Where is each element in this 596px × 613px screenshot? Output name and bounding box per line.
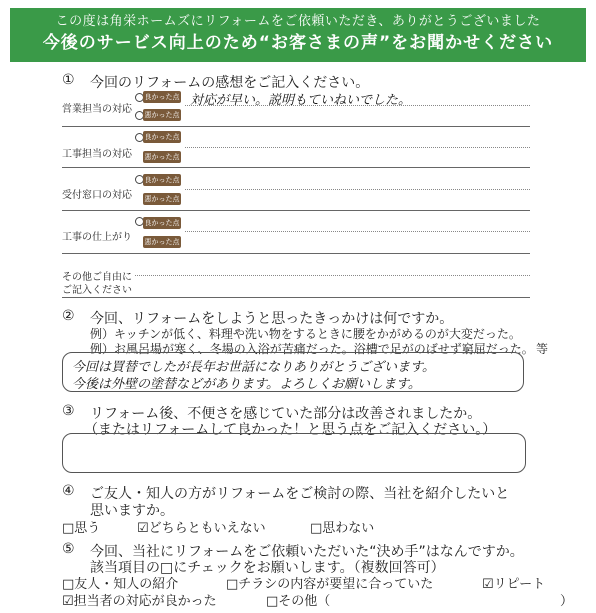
row-divider — [185, 231, 530, 232]
q3-question-line2: （またはリフォームして良かった！と思う点をご記入ください。） — [84, 422, 497, 438]
q1-question: 今回のリフォームの感想をご記入ください。 — [90, 75, 370, 91]
row-divider — [62, 297, 530, 298]
q4-question-line2: 思いますか。 — [90, 503, 174, 519]
survey-header — [10, 8, 586, 62]
bad-badge: 悪かった点 — [144, 238, 180, 246]
q4-number: ④ — [62, 483, 75, 499]
row-divider — [185, 147, 530, 148]
row-divider — [135, 275, 530, 276]
row-divider — [185, 105, 530, 106]
q2-answer-line1: 今回は買替でしたが長年お世話になりありがとうございます。 — [72, 360, 435, 375]
other-label-line2: ご記入ください — [62, 285, 132, 296]
q5-number: ⑤ — [62, 541, 75, 557]
q1-number: ① — [62, 72, 75, 88]
header-thanks-text: この度は角栄ホームズにリフォームをご依頼いただき、ありがとうございました — [55, 14, 541, 29]
q2-question: 今回、リフォームをしようと思ったきっかけは何ですか。 — [90, 311, 454, 327]
good-badge: 良かった点 — [144, 219, 180, 227]
q3-question-line1: リフォーム後、不便さを感じていた部分は改善されましたか。 — [90, 406, 482, 422]
q5-question-line2: 該当項目の□にチェックをお願いします。（複数回答可） — [90, 560, 445, 576]
bad-badge: 悪かった点 — [144, 153, 180, 161]
row-label-reception: 受付窓口の対応 — [62, 190, 132, 201]
row-label-finish: 工事の仕上がり — [62, 232, 132, 243]
q2-number: ② — [62, 308, 75, 324]
q4-option-neutral[interactable]: ☑どちらともいえない — [137, 521, 266, 536]
q5-option-flyer[interactable]: □チラシの内容が要望に合っていた — [226, 577, 434, 592]
row-divider — [62, 253, 530, 254]
good-badge: 良かった点 — [144, 176, 180, 184]
q5-option-referral[interactable]: □友人・知人の紹介 — [62, 577, 179, 592]
row-label-construction: 工事担当の対応 — [62, 149, 132, 160]
q5-option-other[interactable]: □その他（ — [266, 594, 331, 609]
good-badge: 良かった点 — [144, 133, 180, 141]
q2-example-1: 例）キッチンが低く、料理や洗い物をするときに腰をかがめるのが大変だった。 — [90, 327, 521, 341]
q2-answer-line2: 今後は外壁の塗替などがあります。よろしくお願いします。 — [72, 377, 421, 392]
bad-badge: 悪かった点 — [144, 111, 180, 119]
good-badge: 良かった点 — [144, 93, 180, 101]
q3-number: ③ — [62, 403, 75, 419]
q5-option-staff[interactable]: ☑担当者の対応が良かった — [62, 594, 217, 609]
row-label-sales: 営業担当の対応 — [62, 104, 132, 115]
q4-option-yes[interactable]: □思う — [62, 521, 101, 536]
bad-badge: 悪かった点 — [144, 195, 180, 203]
sales-answer-handwritten: 対応が早い。説明もていねいでした。 — [190, 93, 412, 108]
row-divider — [185, 189, 530, 190]
header-title: 今後のサービス向上のため“お客さまの声”をお聞かせください — [42, 33, 554, 53]
q4-option-no[interactable]: □思わない — [310, 521, 375, 536]
q4-question-line1: ご友人・知人の方がリフォームをご検討の際、当社を紹介したいと — [90, 486, 510, 502]
q5-question-line1: 今回、当社にリフォームをご依頼いただいた“決め手”はなんですか。 — [90, 544, 524, 560]
other-label-line1: その他ご自由に — [62, 272, 132, 283]
q2-example-2: 例）お風呂場が寒く、冬場の入浴が苦痛だった。浴槽で足がのばせず窮屈だった。 — [90, 342, 534, 356]
row-divider — [62, 210, 530, 211]
q3-answer-box — [62, 433, 526, 473]
row-divider — [62, 126, 530, 127]
row-divider — [62, 167, 530, 168]
q2-etc: 等 — [536, 342, 549, 356]
q5-other-close-paren: ） — [560, 594, 574, 609]
q5-option-repeat[interactable]: ☑リピート — [482, 577, 546, 592]
